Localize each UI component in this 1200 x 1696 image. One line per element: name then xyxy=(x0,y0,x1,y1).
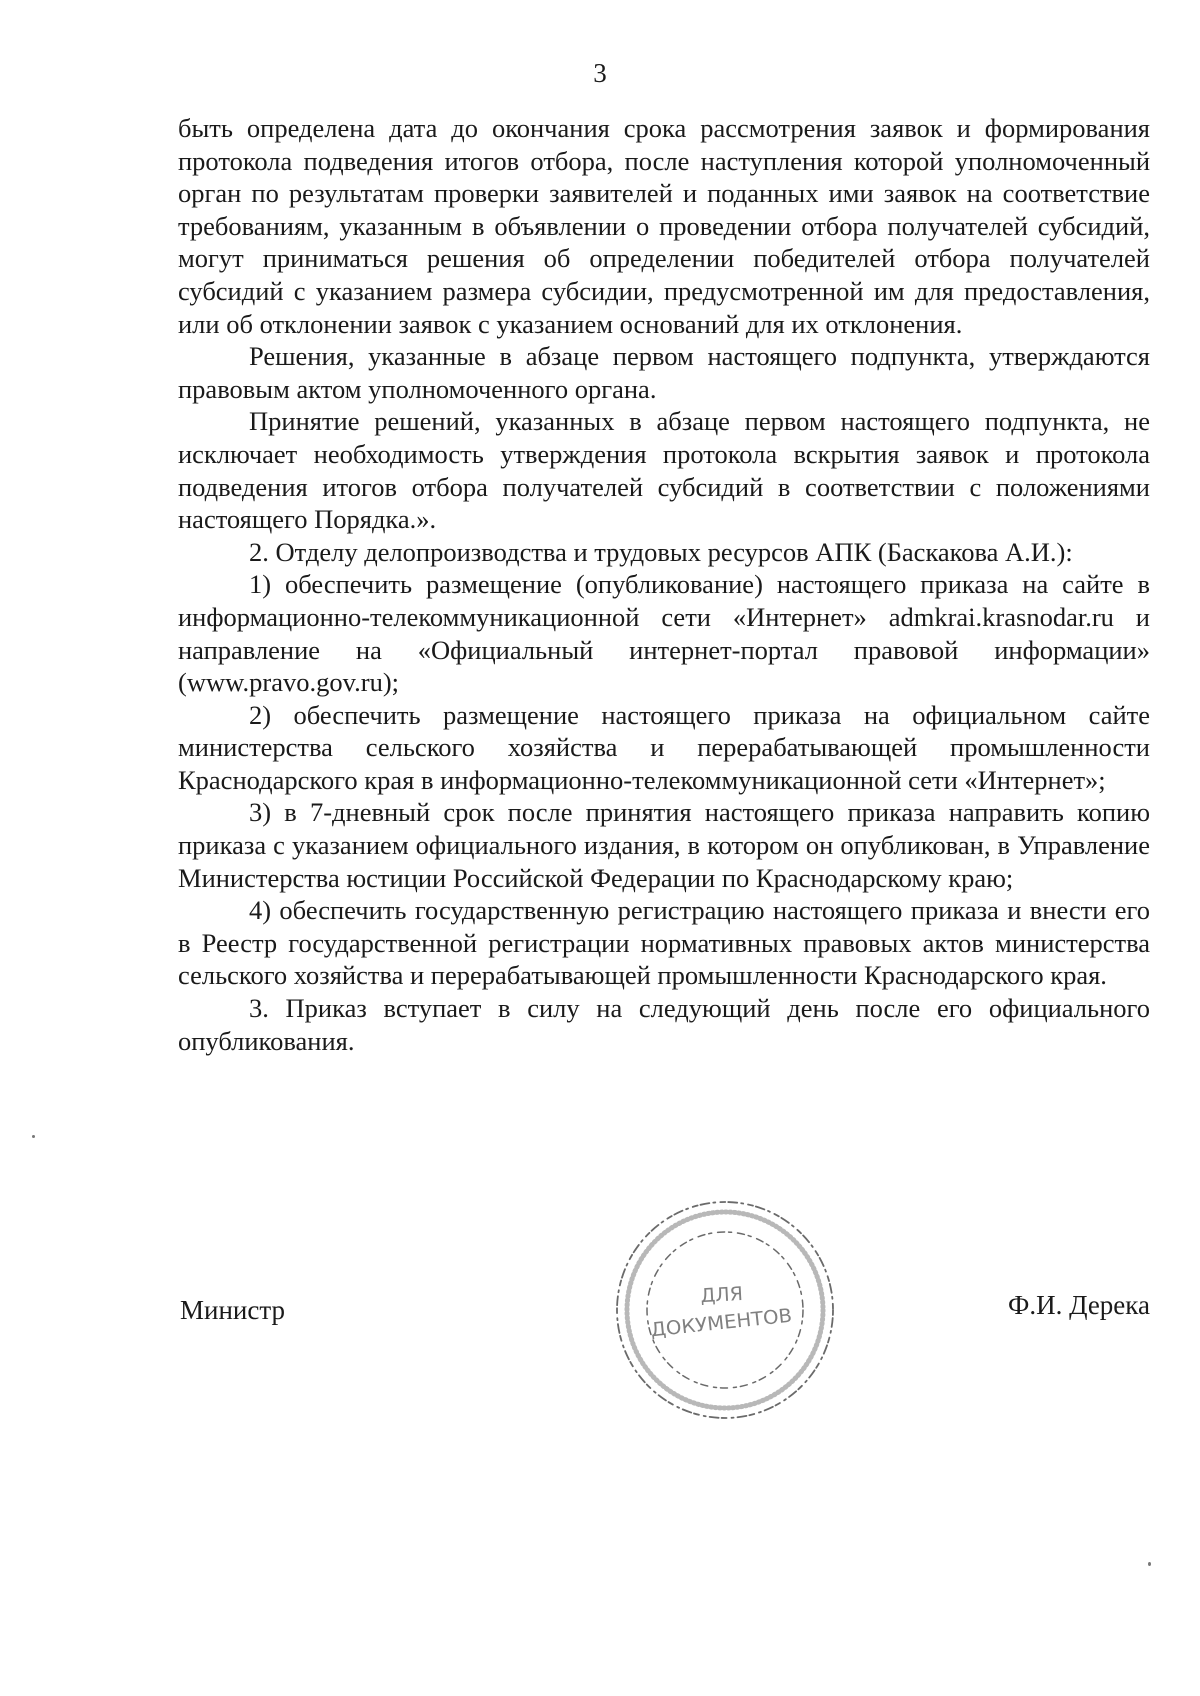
paragraph-decisions-note: Принятие решений, указанных в абзаце первом настоящего подпункта, не исключает необходимость утверждения протокола вскрытия заявок и протокола подведения итогов отбора получателей субсидий в соответствии с положениями настоящего Порядка.». xyxy=(178,406,1150,535)
page-number: 3 xyxy=(593,58,607,88)
paragraph-subitem-3: 3) в 7-дневный срок после принятия настоящего приказа направить копию приказа с указанием официального издания, в котором он опубликован, в Управление Министерства юстиции Российской Федерации по Краснодарскому краю; xyxy=(178,797,1150,893)
scan-speck xyxy=(1148,1562,1151,1566)
paragraph-subitem-1: 1) обеспечить размещение (опубликование) настоящего приказа на сайте в информационно-телекоммуникационной сети «Интернет» admkrai.krasnodar.ru и направление на «Официальный интернет-портал правовой информации» (www.pravo.gov.ru); xyxy=(178,569,1150,698)
paragraph-item-2: 2. Отделу делопроизводства и трудовых ресурсов АПК (Баскакова А.И.): xyxy=(249,536,1073,567)
signature-position: Министр xyxy=(180,1295,285,1325)
paragraph-subitem-2: 2) обеспечить размещение настоящего приказа на официальном сайте министерства сельского хозяйства и перерабатывающей промышленности Краснодарского края в информационно-телекоммуникационной сети «Интернет»; xyxy=(178,699,1150,795)
paragraph-continuation: быть определена дата до окончания срока рассмотрения заявок и формирования протокола подведения итогов отбора, после наступления которой уполномоченный орган по результатам проверки заявителей и поданных ими заявок на соответствие требованиям, указанным в объявлении о проведении отбора получателей субсидий, могут приниматься решения об определении победителей отбора получателей субсидий с указанием размера субсидии, предусмотренной им для предоставления, или об отклонении заявок с указанием оснований для их отклонения. xyxy=(178,113,1150,339)
signature-name: Ф.И. Дерека xyxy=(1008,1290,1150,1320)
paragraph-decisions-approval: Решения, указанные в абзаце первом настоящего подпункта, утверждаются правовым актом уполномоченного органа. xyxy=(178,341,1150,404)
stamp-text-line1: ДЛЯ xyxy=(699,1282,744,1308)
stamp-text-line2: ДОКУМЕНТОВ xyxy=(649,1305,789,1342)
stamp-graphic xyxy=(610,1195,840,1425)
paragraph-item-3: 3. Приказ вступает в силу на следующий день после его официального опубликования. xyxy=(178,993,1150,1056)
paragraph-subitem-4: 4) обеспечить государственную регистрацию настоящего приказа и внести его в Реестр государственной регистрации нормативных правовых актов министерства сельского хозяйства и перерабатывающей промышленности Краснодарского края. xyxy=(178,895,1150,991)
official-stamp xyxy=(610,1195,840,1425)
document-body xyxy=(178,112,1150,1057)
scan-speck xyxy=(32,1135,35,1138)
